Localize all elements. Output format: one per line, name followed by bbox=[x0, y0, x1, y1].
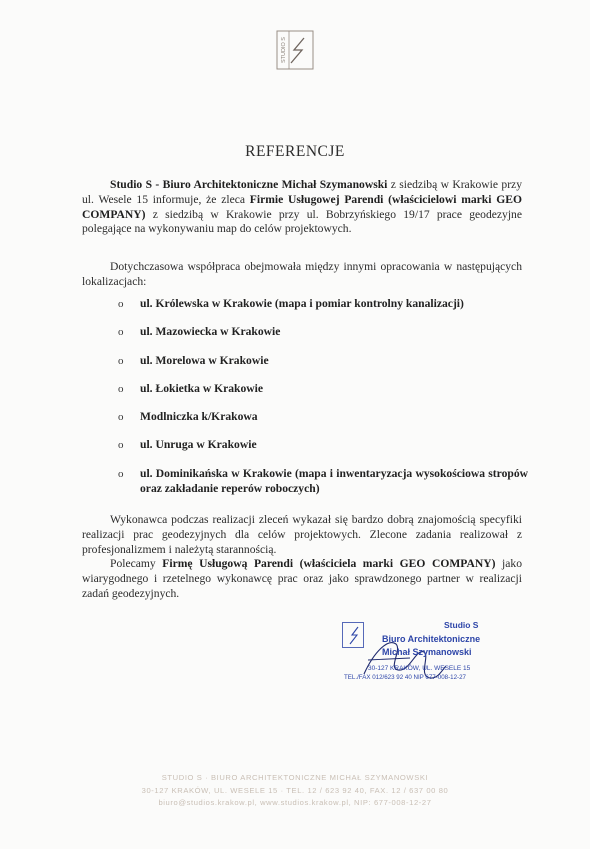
footer-line-1: STUDIO S · BIURO ARCHITEKTONICZNE MICHAŁ SZYMANOWSKI bbox=[161, 773, 429, 782]
bullet-icon: o bbox=[118, 411, 124, 424]
footer-line-3: biuro@studios.krakow.pl, www.studios.krakow.pl, NIP: 677-008-12-27 bbox=[158, 798, 432, 807]
cooperation-paragraph: Dotychczasowa współpraca obejmowała między innymi opracowania w następujących lokalizacjach: bbox=[82, 260, 522, 288]
studio-s-logo-icon bbox=[276, 30, 314, 70]
bullet-icon: o bbox=[118, 439, 124, 452]
stamp-name-3: Michał Szymanowski bbox=[382, 647, 472, 657]
page-title: REFERENCJE bbox=[245, 143, 345, 160]
bullet-icon: o bbox=[118, 326, 124, 339]
company-name-studio: Studio S - Biuro Architektoniczne Michał Szymanowski bbox=[110, 178, 388, 191]
scan-margin bbox=[590, 0, 600, 849]
stamp-contact: TEL./FAX 012/623 92 40 NIP 677-008-12-27 bbox=[344, 674, 466, 681]
list-item: o Modlniczka k/Krakowa bbox=[118, 410, 258, 424]
list-item: o ul. Morelowa w Krakowie bbox=[118, 353, 269, 367]
bullet-icon: o bbox=[118, 354, 124, 367]
company-stamp bbox=[338, 618, 528, 708]
intro-text-1: z siedzibą w Krakowie przy ul. Wesele 15 informuje, że zleca bbox=[82, 178, 522, 206]
company-name-recommended: Firmę Usługową Parendi (właściciela marki GEO COMPANY) bbox=[162, 557, 496, 570]
svg-text:STUDIO S: STUDIO S bbox=[281, 37, 287, 63]
bullet-icon: o bbox=[118, 467, 124, 480]
list-item: o ul. Królewska w Krakowie (mapa i pomiar kontrolny kanalizacji) bbox=[118, 297, 464, 310]
list-item: o ul. Mazowiecka w Krakowie bbox=[118, 325, 281, 339]
recommend-text-2: jako wiarygodnego i rzetelnego wykonawcę prac oraz jako sprawdzonego partner w realizacji zadań geodezyjnych. bbox=[82, 557, 522, 600]
recommend-text-1: Polecamy bbox=[110, 557, 163, 570]
stamp-name-2: Biuro Architektoniczne bbox=[382, 634, 481, 644]
bullet-icon: o bbox=[118, 298, 124, 310]
company-name-parendi: Firmie Usługowej Parendi (właścicielowi marki GEO COMPANY) bbox=[82, 192, 522, 221]
assessment-paragraph: Wykonawca podczas realizacji zleceń wykazał się bardzo dobrą znajomością specyfiki realizacji prac geodezyjnych dla celów projektowych. Zlecone zadania realizował z profesjonalizmem i należytą starannością. bbox=[82, 513, 522, 556]
list-item: o ul. Dominikańska w Krakowie (mapa i inwentaryzacja wysokościowa stropów oraz zakładanie reperów roboczych) bbox=[118, 466, 528, 495]
bullet-icon: o bbox=[118, 382, 124, 395]
stamp-address: 30-127 KRAKÓW, UL. WESELE 15 bbox=[368, 665, 471, 672]
list-item: o ul. Łokietka w Krakowie bbox=[118, 381, 264, 395]
intro-paragraph bbox=[82, 178, 522, 237]
footer-line-2: 30-127 KRAKÓW, UL. WESELE 15 · TEL. 12 / 623 92 40, FAX. 12 / 637 00 80 bbox=[141, 786, 449, 795]
list-item: o ul. Unruga w Krakowie bbox=[118, 438, 257, 452]
stamp-name-1: Studio S bbox=[444, 620, 479, 630]
recommendation-paragraph bbox=[82, 557, 522, 601]
intro-text-2: z siedzibą w Krakowie przy ul. Bobrzyńskiego 19/17 prace geodezyjne polegające na wykonywaniu map do celów projektowych. bbox=[82, 207, 522, 236]
locations-list bbox=[118, 297, 528, 496]
